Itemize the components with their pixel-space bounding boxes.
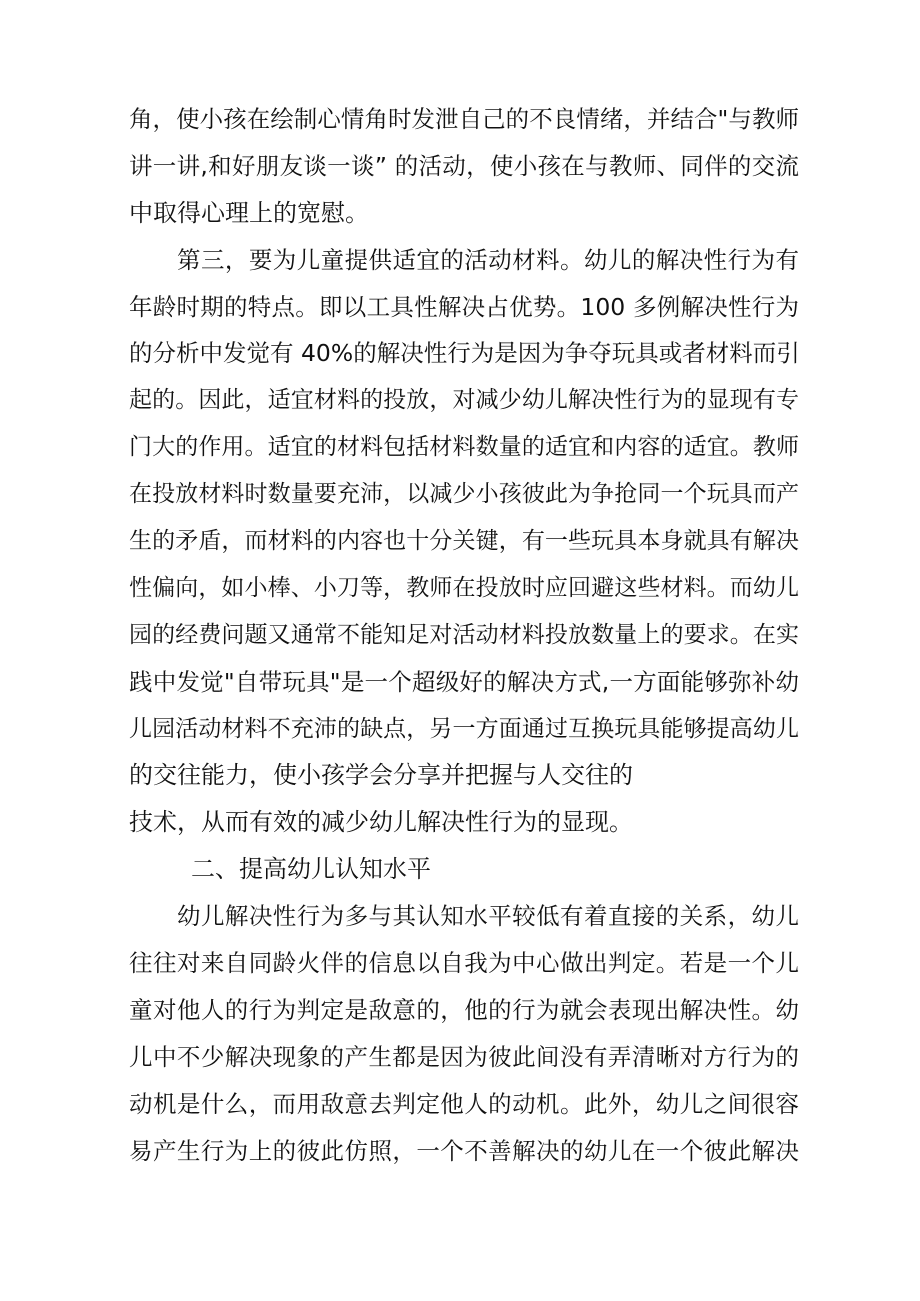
paragraph-start-line: 幼儿解决性行为多与其认知水平较低有着直接的关系，幼儿: [177, 902, 799, 931]
text-line: 中取得心理上的宽慰。: [129, 198, 369, 227]
text-line: 技术，从而有效的减少幼儿解决性行为的显现。: [129, 808, 633, 837]
text-line: 童对他人的行为判定是敌意的，他的行为就会表现出解决性。幼: [129, 995, 799, 1024]
text-line: 的分析中发觉有 40%的解决性行为是因为争夺玩具或者材料而引: [129, 339, 800, 368]
text-line: 角，使小孩在绘制心情角时发泄自己的不良情绪，并结合"与教师: [129, 105, 799, 133]
text-line: 性偏向，如小棒、小刀等，教师在投放时应回避这些材料。而幼儿: [129, 574, 799, 601]
body-text: [129, 96, 799, 1174]
text-line: 门大的作用。适宜的材料包括材料数量的适宜和内容的适宜。教师: [129, 434, 799, 461]
text-line: 讲一讲,和好朋友谈一谈” 的活动，使小孩在与教师、同伴的交流: [129, 151, 799, 180]
text-line: 在投放材料时数量要充沛，以减少小孩彼此为争抢同一个玩具而产: [129, 481, 799, 508]
text-line: 园的经费问题又通常不能知足对活动材料投放数量上的要求。在实: [129, 621, 799, 648]
paragraph-start-line: 第三，要为儿童提供适宜的活动材料。幼儿的解决性行为有: [177, 245, 799, 274]
text-line: 易产生行为上的彼此仿照，一个不善解决的幼儿在一个彼此解决: [129, 1136, 799, 1165]
text-line: 往往对来自同龄火伴的信息以自我为中心做出判定。若是一个儿: [129, 949, 799, 978]
text-line: 儿园活动材料不充沛的缺点，另一方面通过互换玩具能够提高幼儿: [129, 715, 799, 742]
section-heading: 二、提高幼儿认知水平: [191, 855, 431, 884]
text-line: 动机是什么，而用敌意去判定他人的动机。此外，幼儿之间很容: [129, 1089, 799, 1118]
text-line: 起的。因此，适宜材料的投放，对减少幼儿解决性行为的显现有专: [129, 387, 799, 414]
text-line: 年龄时期的特点。即以工具性解决占优势。100 多例解决性行为: [129, 292, 799, 321]
text-line: 践中发觉"自带玩具"是一个超级好的解决方式,一方面能够弥补幼: [129, 667, 799, 696]
text-line: 生的矛盾，而材料的内容也十分关键，有一些玩具本身就具有解决: [129, 528, 799, 555]
text-line: 的交往能力，使小孩学会分享并把握与人交往的: [129, 761, 633, 790]
text-line: 儿中不少解决现象的产生都是因为彼此间没有弄清晰对方行为的: [129, 1042, 799, 1071]
